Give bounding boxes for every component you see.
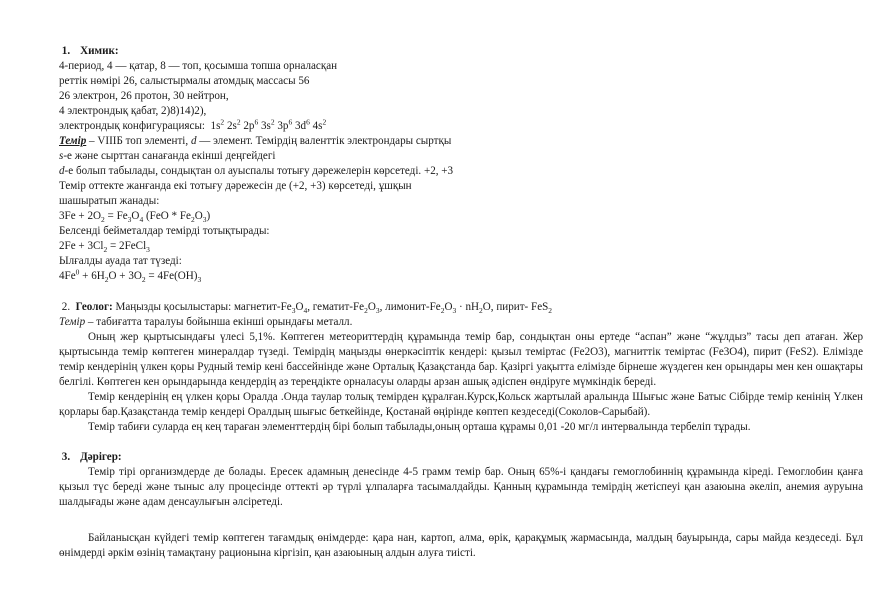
nonmetal-line: Белсенді бейметалдар темірді тотықтырады: — [59, 225, 270, 237]
section-3-number: 3. — [61, 451, 71, 463]
oxidation-states-line: d-е болып табылады, сондықтан ол ауыспалы тотығу дәрежелерін көрсетеді. +2, +3 — [59, 165, 454, 177]
equation-2: $2Fe + 3Cl_2$ = 2FeCl$_3$ — [59, 240, 150, 255]
spacer — [59, 510, 863, 531]
iron-definition: Темір – VIIIБ топ элементі, d — элемент. Темірдің валенттік электрондары сыртқы — [59, 135, 452, 147]
section-3-title: Дәрігер: — [80, 451, 122, 463]
electron-configuration: электрондық конфигурациясы: $1s^2$ $2s^2$ $2p^6$ $3s^2$ $3p^6$ $3d^6$ $4s^2$ — [59, 117, 327, 132]
spacer — [59, 435, 863, 450]
equation-3: $4Fe^0 + 6H_2O + 3O_2 = 4Fe(OH)_3$ — [59, 267, 202, 285]
section-1-heading — [59, 44, 863, 59]
section-1-title: Химик: — [80, 45, 119, 57]
s1-line-1: 4-период, 4 — қатар, 8 — топ, қосымша топша орналасқан — [59, 60, 338, 72]
section-2-heading: 2. Геолог: Маңызды қосылыстары: магнетит-$Fe_3O_4$, гематит-$Fe_2O_3$, лимонит-$Fe_2O_3 \cdot nH_2O$, пирит- FeS$_2$ — [61, 301, 553, 316]
medical-paragraph-2: Байланысқан күйдегі темір көптеген тағамдық өнімдерде: қара нан, картоп, алма, өрік, қарақұмық жармасында, малдың бауырында, сары майда кездеседі. Бұл өнімдерді әркім өзінің тамақтану рационына кіргізіп, қан азаюының алдын алуға тиісті. — [59, 532, 863, 559]
geology-paragraph-1: Оның жер қыртысындағы үлесі 5,1%. Көптеген метеориттердің құрамында темір бар, сондықтан оны ертеде “аспан” және “жұлдыз” тасы деп атаған. Жер қыртысында темір көптеген минералдар түзеді. Темірдің маңызды өнеркәсіптік кендері: қызыл теміртас (Fe2O3), магниттік теміртас (Fe3O4), пирит (FeS2). Елімізде темір кендерінің үлкен қоры Рудный темір кені бассейнінде және Орталық Қазақстанда бар. Қазіргі уақытта елімізде бірнеше жүздеген кен орындары мен кен ошақтары белгілі. Көптеген кен орындарында кендердің аз тереңдікте орналасуы оларды арзан ашық әдіспен өндіруге мүмкіндік береді. — [59, 331, 863, 388]
s1-line-4: 4 электрондық қабат, 2)8)14)2), — [59, 105, 207, 117]
geology-paragraph-2: Темір кендерінің ең үлкен қоры Оралда .Онда таулар толық темірден құралған.Курск,Кольск жартылай аралында Шығыс және Батыс Сібірде темір кенінің Үлкен қорлары бар.Қазақстанда темір кендері Оралдың шығыс беткейінде, Қостанай өңірінде көптеп кездеседі(Соколов-Сарыбай). — [59, 391, 863, 418]
oxygen-line: Темір оттекте жанғанда екі тотығу дәрежесін де (+2, +3) көрсетеді, ұшқын — [59, 180, 412, 192]
iron-term-italic: Темір — [59, 316, 86, 328]
s1-line-3: 26 электрон, 26 протон, 30 нейтрон, — [59, 90, 229, 102]
section-1-number: 1. — [61, 45, 71, 57]
iron-abundance-line: Темір – табиғатта таралуы бойынша екінші орындағы металл. — [59, 316, 353, 328]
document-body — [59, 44, 863, 561]
medical-paragraph-1: Темір тірі организмдерде де болады. Ересек адамның денесінде 4-5 грамм темір бар. Оның 65%-і қандағы гемоглобиннің құрамында кіреді. Гемоглобин қанға қызыл түс береді және тыныс алу процесінде оттекті әр түрлі ұлпаларға тасымалдайды. Қанның құрамында темірдің жетіспеуі қан азаюына әкеліп, анемия ауруына шалдығады және адам денсаулығын әлсіретеді. — [59, 466, 863, 508]
section-2-number: 2. — [61, 301, 71, 313]
burn-line: шашыратып жанады: — [59, 195, 160, 207]
rust-line: Ылғалды ауада тат түзеді: — [59, 255, 182, 267]
geology-paragraph-3: Темір табиғи суларда ең кең тараған элементтердің бірі болып табылады,оның орташа құрамы 0,01 -20 мг/л интервалында тербеліп тұрады. — [88, 421, 751, 433]
equation-1: $3Fe + 2O_2 = Fe_3O_4$ $(FeO * Fe_2O_3)$ — [59, 210, 211, 225]
iron-term: Темір — [59, 135, 87, 147]
section-2-title: Геолог: — [75, 301, 113, 313]
valence-line: s-е және сырттан санағанда екінші деңгейдегі — [59, 150, 276, 162]
config-label: электрондық конфигурациясы: — [59, 120, 205, 132]
spacer — [59, 284, 863, 300]
s1-line-2: реттік нөмірі 26, салыстырмалы атомдық массасы 56 — [59, 75, 310, 87]
section-3-heading — [59, 450, 863, 465]
